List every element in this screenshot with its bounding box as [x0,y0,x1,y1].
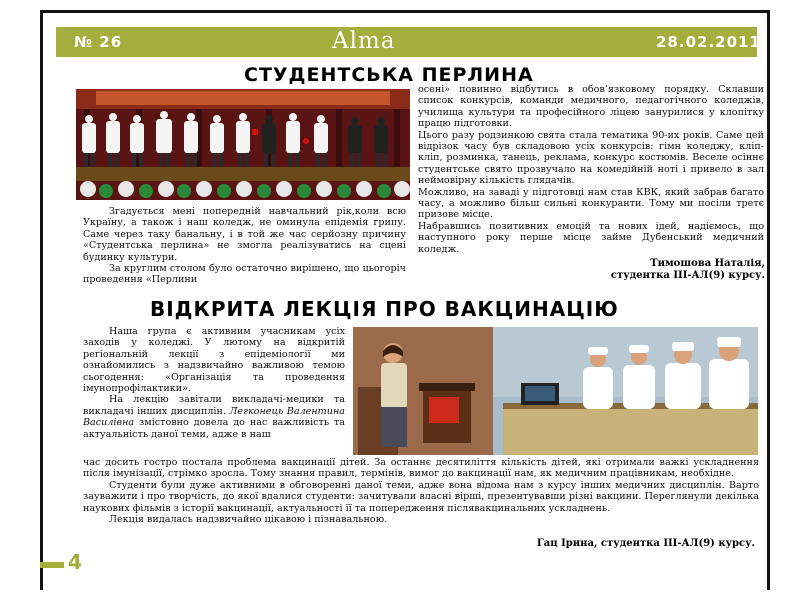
article-1-left-column [83,206,406,286]
paragraph [83,394,345,440]
paragraph: Можливо, на заваді у підготовці нам став КВК, який забрав багато часу, а можливо більш сильні конкуранти. Тому ми посіли третє призове місце. [418,186,764,221]
paragraph: осені» повинно відбутись в обов’язковому порядку. Склавши список конкурсів, команди медичного, педагогічного коледжів, училища культури та професійного ліцею занурилися у клопітку працю підготовки. [418,84,764,130]
paragraph: час досить гостро постала проблема вакцинації дітей. За останнє десятиліття кількість дітей, які отримали важкі ускладнення після імунізації, стрімко зросла. Тому знання правил, термінів, вимог до вакцинації нам, як медичним працівникам, необхідне. [83,457,759,480]
article-2-left-column [83,326,345,440]
text-run: змістовно довела до нас важливість та актуальність даної теми, адже в наш [83,417,345,440]
article-1-right-column [418,84,764,255]
issue-number: № 26 [74,33,123,51]
issue-date: 28.02.2011 [656,33,761,51]
lecturer-name: Легконець Валентина Василівна [83,405,345,429]
author-name: Тимошова Наталія, [650,258,765,269]
paragraph: Набравшись позитивних емоцій та нових ідей, надіємось, що наступного року перше місце займе Дубенський медичний коледж. [418,220,764,255]
masthead-bar [56,27,757,57]
article-2-headline: ВІДКРИТА ЛЕКЦІЯ ПРО ВАКЦИНАЦІЮ [150,297,619,321]
paragraph: Студенти були дуже активними в обговоренні даної теми, адже вона відома нам з курсу інших медичних дисциплін. Варто зауважити і про творчість, до якої вдалися студенти: зачитували власні вірші, презентувавши різні вакцини. Переглянули декілька наукових фільмів з історії вакцинації, актуальності її та попередження післявакцинальних ускладнень. [83,479,759,514]
author-role: студентка ІІІ-АЛ(9) курсу. [610,270,765,281]
text-run: На лекцію завітали викладачі-медики та викладачі інших дисциплін. [83,394,345,417]
page-frame-top [40,10,770,13]
page-frame-right [767,10,770,590]
footer-accent-bar [40,562,64,568]
paragraph: Лекція видалась надзвичайно цікавою і пізнавальною. [109,514,388,526]
paragraph: Цього разу родзинкою свята стала тематика 90-их років. Саме цей відрізок часу був складовою усіх конкурсів: гімн коледжу, кліп-кліп, розминка, танець, реклама, конкурс костюмів. Веселе осіннє студентське свято прозвучало на комедійній ноті і привело в зал неймовірну кількість глядачів. [418,129,764,187]
article-2-signature: Гац Ірина, студентка ІІІ-АЛ(9) курсу. [536,538,755,549]
article-1-headline: СТУДЕНТСЬКА ПЕРЛИНА [244,64,534,86]
magazine-title: Alma [332,28,396,54]
article-1-signature [560,258,765,282]
article-2-bottom-text [83,457,759,525]
paragraph: Наша група є активним учасникам усіх заходів у коледжі. У лютому на відкритій регіональній лекції з епідеміології ми ознайомились з надзвичайно важливою темою сьогодення: «Організація та проведення імунопрофілактики». [83,326,345,395]
lecture-photo [353,327,758,455]
page-number: 4 [68,550,82,574]
page-frame-left [40,10,43,590]
paragraph: Згадується мені попередній навчальний рік,коли всю Україну, а також і наш коледж, не оминула епідемія грипу. Саме через таку банальну, і в той же час серйозну причину «Студентська перлина» не змогла реалізуватись на сцені будинку культури. [83,206,406,263]
paragraph: За круглим столом було остаточно вирішено, що цьогоріч проведення «Перлини [83,263,406,286]
stage-photo [76,89,410,200]
